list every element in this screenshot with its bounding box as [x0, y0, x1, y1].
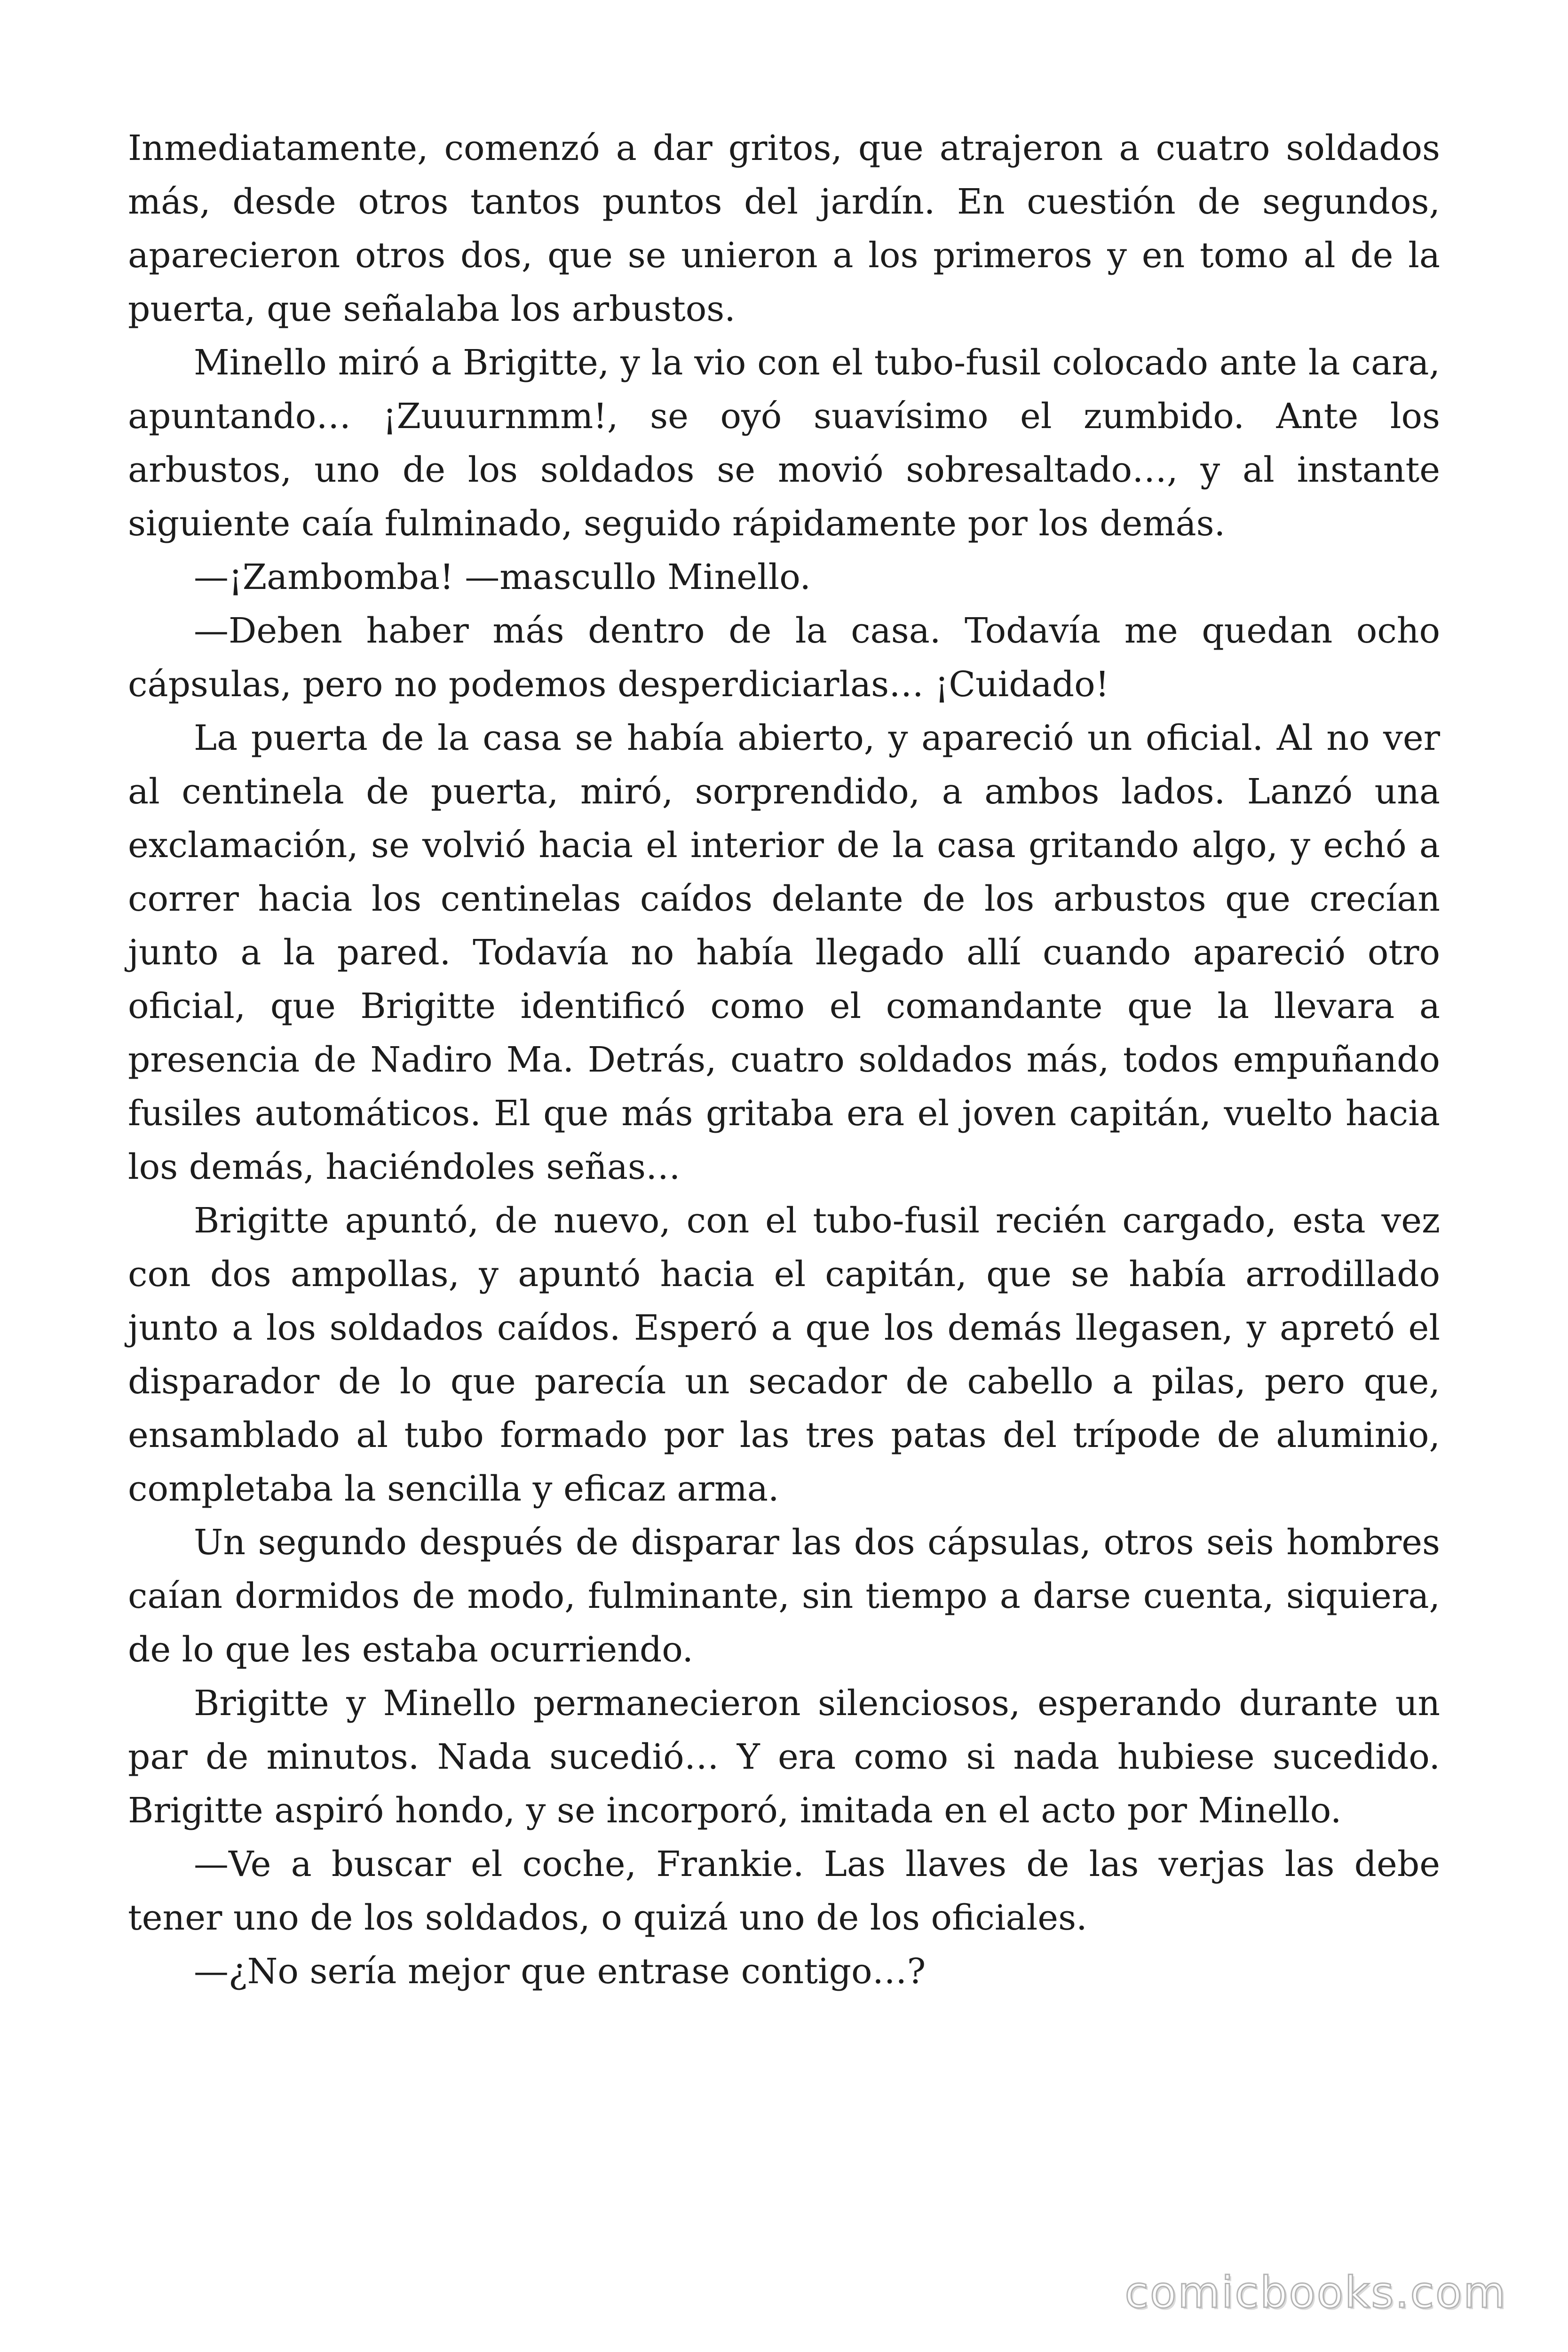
watermark: comicbooks.com: [1125, 2267, 1507, 2318]
paragraph: Inmediatamente, comenzó a dar gritos, que atrajeron a cuatro soldados más, desde otros tantos puntos del jardín. En cuestión de segundos, aparecieron otros dos, que se unieron a los primeros y en tomo al de la puerta, que señalaba los arbustos.: [128, 128, 1440, 329]
paragraph: —Ve a buscar el coche, Frankie. Las llaves de las verjas las debe tener uno de los soldados, o quizá uno de los oficiales.: [128, 1844, 1440, 1938]
paragraph: Un segundo después de disparar las dos cápsulas, otros seis hombres caían dormidos de modo, fulminante, sin tiempo a darse cuenta, siquiera, de lo que les estaba ocurriendo.: [128, 1522, 1440, 1670]
paragraph: —¡Zambomba! —mascullo Minello.: [194, 557, 811, 597]
paragraph: Brigitte apuntó, de nuevo, con el tubo-fusil recién cargado, esta vez con dos ampollas, y apuntó hacia el capitán, que se había arrodillado junto a los soldados caídos. Esperó a que los demás llegasen, y apretó el disparador de lo que parecía un secador de cabello a pilas, pero que, ensamblado al tubo formado por las tres patas del trípode de aluminio, completaba la sencilla y eficaz arma.: [128, 1200, 1440, 1509]
paragraph: —¿No sería mejor que entrase contigo…?: [194, 1951, 926, 1992]
paragraph: La puerta de la casa se había abierto, y apareció un oficial. Al no ver al centinela de puerta, miró, sorprendido, a ambos lados. Lanzó una exclamación, se volvió hacia el interior de la casa gritando algo, y echó a correr hacia los centinelas caídos delante de los arbustos que crecían junto a la pared. Todavía no había llegado allí cuando apareció otro oficial, que Brigitte identificó como el comandante que la llevara a presencia de Nadiro Ma. Detrás, cuatro soldados más, todos empuñando fusiles automáticos. El que más gritaba era el joven capitán, vuelto hacia los demás, haciéndoles señas…: [128, 718, 1440, 1187]
paragraph: Brigitte y Minello permanecieron silenciosos, esperando durante un par de minutos. Nada sucedió… Y era como si nada hubiese sucedido. Brigitte aspiró hondo, y se incorporó, imitada en el acto por Minello.: [128, 1683, 1440, 1831]
paragraph: Minello miró a Brigitte, y la vio con el tubo-fusil colocado ante la cara, apuntando… ¡Zuuurnmm!, se oyó suavísimo el zumbido. Ante los arbustos, uno de los soldados se movió sobresaltado…, y al instante siguiente caía fulminado, seguido rápidamente por los demás.: [128, 342, 1440, 544]
page-body: [128, 121, 1440, 1998]
paragraph: —Deben haber más dentro de la casa. Todavía me quedan ocho cápsulas, pero no podemos desperdiciarlas… ¡Cuidado!: [128, 611, 1440, 705]
